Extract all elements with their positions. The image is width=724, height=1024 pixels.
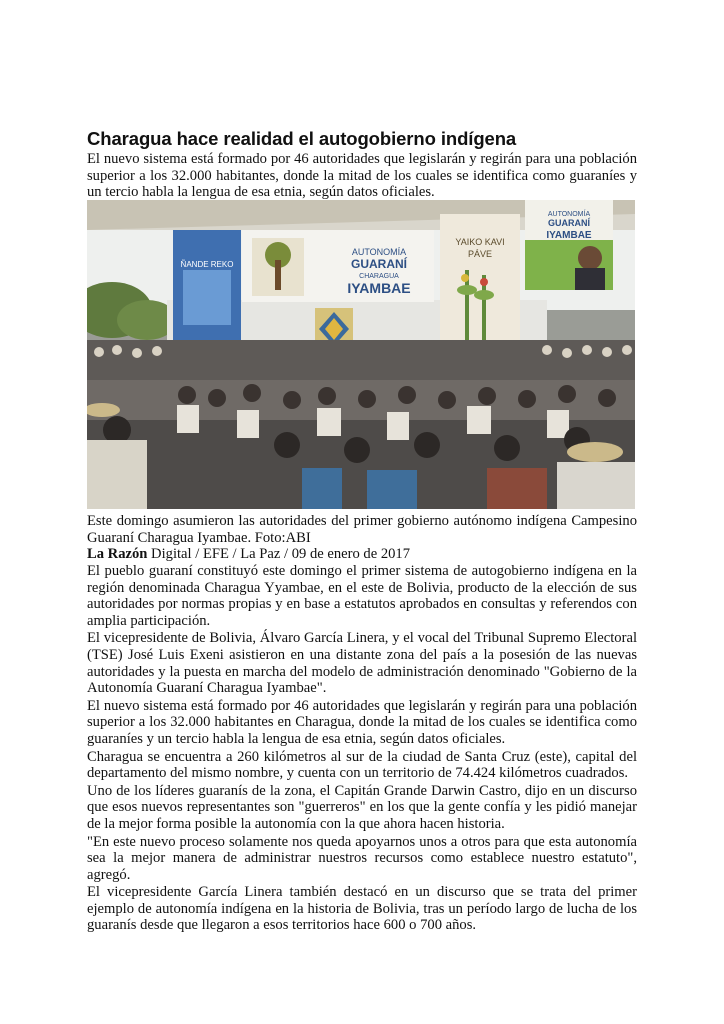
photo-caption: Este domingo asumieron las autoridades del primer gobierno autónomo indígena Campesino Guaraní Charagua Iyambae. Foto:ABI (87, 513, 637, 546)
article-paragraph: El vicepresidente de Bolivia, Álvaro García Linera, y el vocal del Tribunal Supremo Electoral (TSE) José Luis Exeni asistieron en una distante zona del país a la posesión de las nuevas autoridades y la puesta en marcha del modelo de administración denominado "Gobierno de la Autonomía Guaraní Charagua Iyambae". (87, 630, 637, 697)
article-body (87, 563, 637, 935)
article-title: Charagua hace realidad el autogobierno indígena (87, 128, 517, 149)
article-photo (87, 200, 635, 509)
banner-far-right-line3: IYAMBAE (546, 230, 592, 241)
event-photo-illustration (87, 200, 635, 509)
banner-left-label: ÑANDE REKO (180, 260, 234, 269)
article-paragraph: El pueblo guaraní constituyó este domingo el primer sistema de autogobierno indígena en la región denominada Charagua Yyambae, en el este de Bolivia, producto de la elección de sus autoridades por normas propias y en base a estatutos aprobados en consultas y referendos con amplia participación. (87, 563, 637, 629)
article-paragraph: El vicepresidente García Linera también destacó en un discurso que se trata del primer ejemplo de autonomía indígena en la historia de Bolivia, tras un período largo de lucha de los guaranís desde que llegaron a esos territorios hace 600 o 700 años. (87, 884, 637, 934)
banner-far-right-line1: AUTONOMÍA (547, 211, 591, 218)
article-paragraph: "En este nuevo proceso solamente nos queda apoyarnos unos a otros para que esta autonomía sea la mejor manera de administrar nuestros recursos como establece nuestro estatuto", agregó. (87, 833, 637, 883)
banner-center-line3: CHARAGUA (359, 273, 399, 280)
byline-details: Digital / EFE / La Paz / 09 de enero de 2017 (147, 546, 411, 562)
article-paragraph: Charagua se encuentra a 260 kilómetros al sur de la ciudad de Santa Cruz (este), capital del departamento del mismo nombre, y cuenta con un territorio de 74.424 kilómetros cuadrados. (87, 748, 637, 782)
banner-right-line2: PÁVE (467, 249, 493, 259)
banner-center-line1: AUTONOMÍA (351, 247, 407, 257)
banner-center-line4: IYAMBAE (347, 280, 411, 296)
banner-right-line1: YAIKO KAVI (455, 237, 505, 247)
byline-source: La Razón (87, 546, 148, 562)
article-paragraph: Uno de los líderes guaranís de la zona, el Capitán Grande Darwin Castro, dijo en un discurso que esos nuevos representantes son "guerreros" en los que la gente confía y les pidió manejar de la mejor forma posible la autonomía con la que ahora hacen historia. (87, 782, 637, 832)
article-paragraph: El nuevo sistema está formado por 46 autoridades que legislarán y regirán para una población superior a los 32.000 habitantes en Charagua, donde la mitad de los cuales se identifica como guaraníes y un tercio habla la lengua de esa etnia, según datos oficiales. (87, 697, 637, 747)
byline (87, 546, 637, 563)
article-lead: El nuevo sistema está formado por 46 autoridades que legislarán y regirán para una población superior a los 32.000 habitantes, donde la mitad de los cuales se identifica como guaraníes y un tercio habla la lengua de esa etnia, según datos oficiales. (87, 151, 637, 201)
banner-far-right-line2: GUARANÍ (548, 218, 590, 228)
banner-center-line2: GUARANÍ (351, 257, 407, 271)
